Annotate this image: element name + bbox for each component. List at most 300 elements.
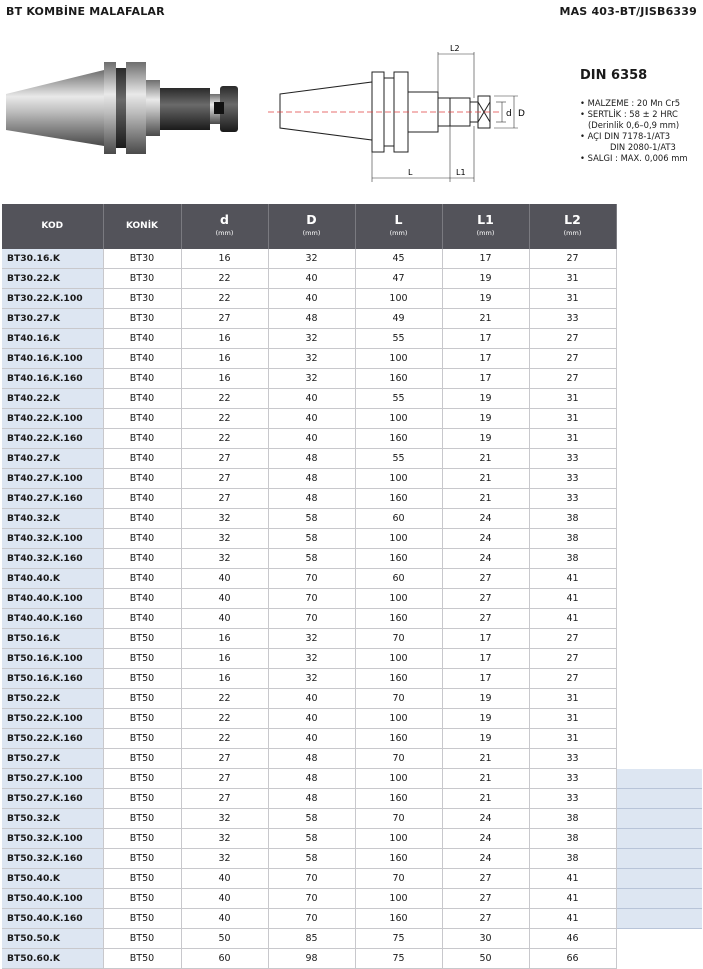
product-code-cell: BT50.27.K xyxy=(2,749,103,769)
product-code-cell: BT50.60.K xyxy=(2,949,103,969)
table-margin-cell xyxy=(616,549,702,569)
table-cell: 160 xyxy=(355,909,442,929)
table-cell: 32 xyxy=(268,369,355,389)
table-cell: 45 xyxy=(355,249,442,269)
din-standard: DIN 6358 xyxy=(580,68,648,83)
table-cell: 40 xyxy=(181,889,268,909)
product-code-cell: BT50.16.K xyxy=(2,629,103,649)
table-header-row xyxy=(2,204,702,249)
table-cell: 49 xyxy=(355,309,442,329)
table-cell: 17 xyxy=(442,329,529,349)
table-margin-cell xyxy=(616,409,702,429)
product-code-cell: BT40.22.K.100 xyxy=(2,409,103,429)
table-row xyxy=(2,329,702,349)
table-row xyxy=(2,529,702,549)
product-code-cell: BT40.40.K.100 xyxy=(2,589,103,609)
table-cell: 19 xyxy=(442,429,529,449)
table-margin-cell xyxy=(616,929,702,949)
product-code-cell: BT30.22.K.100 xyxy=(2,289,103,309)
table-cell: 27 xyxy=(529,669,616,689)
table-cell: 160 xyxy=(355,669,442,689)
table-cell: 31 xyxy=(529,429,616,449)
spec-hardness: • SERTLİK : 58 ± 2 HRC xyxy=(580,109,678,119)
table-cell: 32 xyxy=(268,629,355,649)
table-row xyxy=(2,449,702,469)
table-cell: 40 xyxy=(181,869,268,889)
table-cell: 100 xyxy=(355,889,442,909)
table-cell: 46 xyxy=(529,929,616,949)
table-cell: BT40 xyxy=(103,369,181,389)
table-cell: 31 xyxy=(529,689,616,709)
table-row xyxy=(2,509,702,529)
spec-list xyxy=(580,98,688,164)
table-cell: 27 xyxy=(181,489,268,509)
table-margin-cell xyxy=(616,729,702,749)
table-row xyxy=(2,909,702,929)
technical-drawing xyxy=(268,42,538,192)
table-cell: BT40 xyxy=(103,589,181,609)
table-cell: 16 xyxy=(181,329,268,349)
table-cell: 30 xyxy=(442,929,529,949)
table-cell: 100 xyxy=(355,829,442,849)
product-code-cell: BT40.32.K.160 xyxy=(2,549,103,569)
table-cell: 75 xyxy=(355,929,442,949)
table-cell: 21 xyxy=(442,489,529,509)
product-code-cell: BT40.32.K xyxy=(2,509,103,529)
product-code-cell: BT40.40.K.160 xyxy=(2,609,103,629)
product-code-cell: BT40.27.K.100 xyxy=(2,469,103,489)
table-cell: BT40 xyxy=(103,389,181,409)
product-code-cell: BT40.32.K.100 xyxy=(2,529,103,549)
table-cell: 100 xyxy=(355,709,442,729)
label-d-small: d xyxy=(506,109,512,119)
table-cell: BT40 xyxy=(103,609,181,629)
table-cell: 40 xyxy=(181,609,268,629)
table-margin-cell xyxy=(616,709,702,729)
product-code-cell: BT50.32.K.160 xyxy=(2,849,103,869)
table-margin-cell xyxy=(616,689,702,709)
table-cell: 31 xyxy=(529,709,616,729)
table-cell: 70 xyxy=(268,889,355,909)
table-row xyxy=(2,709,702,729)
table-cell: BT50 xyxy=(103,769,181,789)
table-cell: 32 xyxy=(268,249,355,269)
table-cell: BT40 xyxy=(103,529,181,549)
spec-angle: • AÇI DIN 7178-1/AT3 xyxy=(580,131,671,141)
table-cell: 70 xyxy=(268,909,355,929)
table-cell: BT50 xyxy=(103,749,181,769)
table-row xyxy=(2,269,702,289)
table-cell: 40 xyxy=(181,909,268,929)
table-cell: BT50 xyxy=(103,729,181,749)
table-cell: 21 xyxy=(442,469,529,489)
table-cell: 58 xyxy=(268,809,355,829)
table-cell: 41 xyxy=(529,569,616,589)
table-cell: 21 xyxy=(442,309,529,329)
table-margin-cell xyxy=(616,429,702,449)
table-cell: 31 xyxy=(529,289,616,309)
table-cell: BT40 xyxy=(103,489,181,509)
table-cell: 21 xyxy=(442,789,529,809)
table-cell: 40 xyxy=(268,709,355,729)
table-cell: 55 xyxy=(355,329,442,349)
table-cell: BT50 xyxy=(103,929,181,949)
table-row xyxy=(2,589,702,609)
spec-runout: • SALGI : MAX. 0,006 mm xyxy=(580,153,688,163)
table-cell: 100 xyxy=(355,349,442,369)
table-cell: 16 xyxy=(181,649,268,669)
table-cell: 160 xyxy=(355,729,442,749)
table-cell: 38 xyxy=(529,529,616,549)
product-code-cell: BT50.16.K.100 xyxy=(2,649,103,669)
table-cell: BT50 xyxy=(103,829,181,849)
table-cell: 41 xyxy=(529,909,616,929)
label-l2: L2 xyxy=(450,44,460,53)
table-cell: 48 xyxy=(268,469,355,489)
table-margin-cell xyxy=(616,249,702,269)
table-row xyxy=(2,469,702,489)
table-cell: 100 xyxy=(355,529,442,549)
table-margin-cell xyxy=(616,389,702,409)
page-title: BT KOMBİNE MALAFALAR xyxy=(6,5,165,18)
table-cell: 40 xyxy=(268,409,355,429)
table-cell: 19 xyxy=(442,389,529,409)
table-cell: 40 xyxy=(268,269,355,289)
table-row xyxy=(2,369,702,389)
table-cell: 27 xyxy=(529,349,616,369)
table-cell: 32 xyxy=(181,529,268,549)
table-row xyxy=(2,769,702,789)
table-cell: 33 xyxy=(529,749,616,769)
table-cell: 22 xyxy=(181,289,268,309)
table-margin-cell xyxy=(616,469,702,489)
header-l1: L1 (mm) xyxy=(442,204,529,249)
table-cell: 32 xyxy=(181,809,268,829)
table-cell: 32 xyxy=(181,509,268,529)
table-row xyxy=(2,829,702,849)
table-cell: 33 xyxy=(529,769,616,789)
table-row xyxy=(2,749,702,769)
table-margin-cell xyxy=(616,309,702,329)
table-margin-cell xyxy=(616,509,702,529)
table-cell: 75 xyxy=(355,949,442,969)
table-cell: 70 xyxy=(268,869,355,889)
table-cell: 27 xyxy=(529,369,616,389)
table-row xyxy=(2,569,702,589)
table-cell: 27 xyxy=(529,329,616,349)
table-cell: 41 xyxy=(529,589,616,609)
table-cell: 70 xyxy=(355,869,442,889)
product-code-cell: BT50.27.K.160 xyxy=(2,789,103,809)
table-cell: BT50 xyxy=(103,949,181,969)
table-cell: 38 xyxy=(529,809,616,829)
table-cell: 27 xyxy=(529,629,616,649)
table-cell: 50 xyxy=(442,949,529,969)
product-code-cell: BT40.27.K xyxy=(2,449,103,469)
table-cell: 47 xyxy=(355,269,442,289)
product-code-cell: BT50.22.K.100 xyxy=(2,709,103,729)
table-cell: BT50 xyxy=(103,849,181,869)
table-cell: 19 xyxy=(442,689,529,709)
table-cell: 48 xyxy=(268,789,355,809)
table-cell: 27 xyxy=(181,449,268,469)
table-cell: 27 xyxy=(181,309,268,329)
table-cell: 58 xyxy=(268,549,355,569)
table-cell: BT40 xyxy=(103,329,181,349)
standard-code: MAS 403-BT/JISB6339 xyxy=(559,5,697,18)
table-cell: 60 xyxy=(355,509,442,529)
product-code-cell: BT30.27.K xyxy=(2,309,103,329)
table-cell: 27 xyxy=(442,589,529,609)
table-cell: 55 xyxy=(355,389,442,409)
product-code-cell: BT50.40.K.100 xyxy=(2,889,103,909)
table-cell: BT50 xyxy=(103,629,181,649)
table-margin-cell xyxy=(616,909,702,929)
table-cell: 70 xyxy=(268,589,355,609)
table-cell: 70 xyxy=(268,609,355,629)
table-cell: 160 xyxy=(355,789,442,809)
table-cell: 27 xyxy=(529,649,616,669)
product-code-cell: BT30.16.K xyxy=(2,249,103,269)
table-cell: 31 xyxy=(529,729,616,749)
table-cell: BT40 xyxy=(103,349,181,369)
table-cell: 160 xyxy=(355,489,442,509)
table-cell: 21 xyxy=(442,749,529,769)
table-cell: BT30 xyxy=(103,289,181,309)
table-cell: 22 xyxy=(181,689,268,709)
table-cell: 48 xyxy=(268,449,355,469)
table-cell: 58 xyxy=(268,849,355,869)
table-cell: 17 xyxy=(442,249,529,269)
table-margin-cell xyxy=(616,849,702,869)
table-cell: 24 xyxy=(442,509,529,529)
table-margin-cell xyxy=(616,769,702,789)
header-l: L (mm) xyxy=(355,204,442,249)
table-cell: 27 xyxy=(181,749,268,769)
table-margin-cell xyxy=(616,629,702,649)
product-code-cell: BT50.40.K.160 xyxy=(2,909,103,929)
table-cell: 16 xyxy=(181,249,268,269)
table-cell: BT40 xyxy=(103,509,181,529)
table-cell: BT30 xyxy=(103,269,181,289)
table-cell: 22 xyxy=(181,709,268,729)
table-cell: 19 xyxy=(442,729,529,749)
product-code-cell: BT50.32.K xyxy=(2,809,103,829)
product-code-cell: BT30.22.K xyxy=(2,269,103,289)
table-cell: 100 xyxy=(355,649,442,669)
table-cell: 32 xyxy=(268,329,355,349)
table-cell: 40 xyxy=(181,589,268,609)
table-cell: 27 xyxy=(442,909,529,929)
table-cell: 27 xyxy=(442,889,529,909)
product-code-cell: BT50.16.K.160 xyxy=(2,669,103,689)
table-cell: 33 xyxy=(529,449,616,469)
table-cell: 50 xyxy=(181,929,268,949)
table-cell: 70 xyxy=(355,689,442,709)
table-cell: 32 xyxy=(268,669,355,689)
table-cell: 16 xyxy=(181,349,268,369)
table-cell: 70 xyxy=(268,569,355,589)
table-cell: 55 xyxy=(355,449,442,469)
table-margin-cell xyxy=(616,669,702,689)
table-cell: BT50 xyxy=(103,689,181,709)
product-code-cell: BT40.16.K.160 xyxy=(2,369,103,389)
product-photo xyxy=(4,58,249,168)
table-cell: 24 xyxy=(442,549,529,569)
table-margin-cell xyxy=(616,449,702,469)
table-cell: 48 xyxy=(268,749,355,769)
table-cell: 85 xyxy=(268,929,355,949)
table-cell: 27 xyxy=(442,869,529,889)
table-cell: BT30 xyxy=(103,309,181,329)
table-row xyxy=(2,809,702,829)
product-code-cell: BT50.22.K xyxy=(2,689,103,709)
table-cell: 60 xyxy=(355,569,442,589)
table-cell: 32 xyxy=(268,349,355,369)
table-cell: 160 xyxy=(355,849,442,869)
product-code-cell: BT50.40.K xyxy=(2,869,103,889)
table-row xyxy=(2,309,702,329)
table-row xyxy=(2,489,702,509)
table-cell: 16 xyxy=(181,369,268,389)
table-cell: 19 xyxy=(442,289,529,309)
product-code-cell: BT40.22.K xyxy=(2,389,103,409)
table-row xyxy=(2,289,702,309)
table-cell: BT50 xyxy=(103,909,181,929)
table-cell: 58 xyxy=(268,509,355,529)
table-cell: 19 xyxy=(442,269,529,289)
table-cell: 66 xyxy=(529,949,616,969)
table-cell: BT50 xyxy=(103,809,181,829)
table-cell: 27 xyxy=(181,469,268,489)
table-cell: 32 xyxy=(181,849,268,869)
table-margin-cell xyxy=(616,329,702,349)
table-cell: 160 xyxy=(355,549,442,569)
table-cell: BT50 xyxy=(103,869,181,889)
spec-material: • MALZEME : 20 Mn Cr5 xyxy=(580,98,681,108)
table-cell: BT30 xyxy=(103,249,181,269)
table-row xyxy=(2,929,702,949)
table-cell: 19 xyxy=(442,709,529,729)
table-cell: 58 xyxy=(268,529,355,549)
product-code-cell: BT40.16.K xyxy=(2,329,103,349)
table-margin-cell xyxy=(616,609,702,629)
table-row xyxy=(2,249,702,269)
table-cell: 32 xyxy=(181,549,268,569)
label-l: L xyxy=(408,168,413,177)
table-cell: 70 xyxy=(355,749,442,769)
table-cell: 22 xyxy=(181,729,268,749)
product-code-cell: BT50.32.K.100 xyxy=(2,829,103,849)
table-margin-cell xyxy=(616,569,702,589)
table-cell: 16 xyxy=(181,669,268,689)
table-cell: 48 xyxy=(268,489,355,509)
table-margin-cell xyxy=(616,889,702,909)
table-cell: 21 xyxy=(442,449,529,469)
table-cell: BT50 xyxy=(103,669,181,689)
table-cell: 24 xyxy=(442,529,529,549)
table-cell: 31 xyxy=(529,269,616,289)
header-konik: KONİK xyxy=(103,204,181,249)
product-code-cell: BT40.27.K.160 xyxy=(2,489,103,509)
table-cell: 27 xyxy=(529,249,616,269)
table-margin-cell xyxy=(616,869,702,889)
table-cell: 40 xyxy=(268,729,355,749)
table-cell: 70 xyxy=(355,629,442,649)
table-cell: 19 xyxy=(442,409,529,429)
table-cell: 27 xyxy=(442,569,529,589)
table-cell: 17 xyxy=(442,629,529,649)
table-cell: 31 xyxy=(529,389,616,409)
table-row xyxy=(2,649,702,669)
table-margin-cell xyxy=(616,789,702,809)
table-margin-cell xyxy=(616,269,702,289)
table-cell: 22 xyxy=(181,409,268,429)
table-cell: 98 xyxy=(268,949,355,969)
table-cell: 48 xyxy=(268,309,355,329)
table-cell: 33 xyxy=(529,789,616,809)
table-row xyxy=(2,729,702,749)
table-cell: 32 xyxy=(268,649,355,669)
header-D: D (mm) xyxy=(268,204,355,249)
table-row xyxy=(2,549,702,569)
product-code-cell: BT40.40.K xyxy=(2,569,103,589)
table-cell: 38 xyxy=(529,549,616,569)
table-cell: 27 xyxy=(442,609,529,629)
table-cell: 17 xyxy=(442,669,529,689)
table-cell: 160 xyxy=(355,609,442,629)
table-cell: BT40 xyxy=(103,549,181,569)
table-margin-cell xyxy=(616,529,702,549)
header-l2: L2 (mm) xyxy=(529,204,616,249)
table-cell: 48 xyxy=(268,769,355,789)
table-cell: BT50 xyxy=(103,789,181,809)
table-row xyxy=(2,789,702,809)
table-cell: 160 xyxy=(355,369,442,389)
table-cell: BT40 xyxy=(103,429,181,449)
table-cell: 40 xyxy=(268,289,355,309)
label-d-large: D xyxy=(518,109,525,119)
table-margin-cell xyxy=(616,829,702,849)
table-cell: 38 xyxy=(529,509,616,529)
table-cell: 17 xyxy=(442,369,529,389)
table-margin-cell xyxy=(616,289,702,309)
table-cell: 27 xyxy=(181,769,268,789)
spec-depth: (Derinlik 0,6–0,9 mm) xyxy=(588,120,680,130)
table-cell: 24 xyxy=(442,809,529,829)
product-code-cell: BT40.16.K.100 xyxy=(2,349,103,369)
table-cell: 16 xyxy=(181,629,268,649)
table-cell: 60 xyxy=(181,949,268,969)
table-cell: 100 xyxy=(355,469,442,489)
table-margin-cell xyxy=(616,369,702,389)
table-cell: 40 xyxy=(268,429,355,449)
table-cell: 40 xyxy=(268,389,355,409)
table-row xyxy=(2,409,702,429)
spec-angle-2: DIN 2080-1/AT3 xyxy=(610,142,676,152)
table-cell: 100 xyxy=(355,769,442,789)
table-row xyxy=(2,669,702,689)
table-cell: BT50 xyxy=(103,889,181,909)
table-cell: 38 xyxy=(529,849,616,869)
table-cell: 100 xyxy=(355,409,442,429)
table-cell: 22 xyxy=(181,429,268,449)
table-cell: BT40 xyxy=(103,409,181,429)
table-cell: 100 xyxy=(355,289,442,309)
table-cell: 32 xyxy=(181,829,268,849)
header-kod: KOD xyxy=(2,204,103,249)
table-row xyxy=(2,689,702,709)
